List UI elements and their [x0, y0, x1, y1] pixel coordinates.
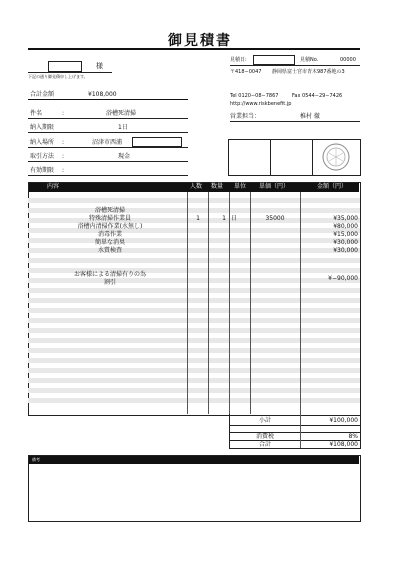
row-stripe: [28, 328, 360, 333]
title-rule: [28, 48, 360, 50]
company-address: 静岡県富士宮市青木987番地の3: [272, 69, 345, 75]
subject-value: 浴槽死清掃: [106, 110, 137, 117]
grand-total-label: 合計: [258, 441, 271, 448]
validity-colon: :: [62, 167, 65, 174]
item-desc: 浴槽死清掃: [94, 207, 125, 214]
row-stripe: [28, 338, 360, 343]
item-desc: 浴槽内清掃作業(水無し): [77, 223, 143, 230]
col-header-amount: 金額（円）: [317, 183, 348, 190]
item-amount: ¥80,000: [333, 223, 358, 230]
totals-divider: [300, 414, 301, 448]
row-stripe: [28, 308, 360, 313]
estimate-no-value: 00000: [340, 57, 356, 63]
col-header-unit: 単位: [234, 183, 247, 190]
row-stripe: [28, 368, 360, 373]
item-desc: 特殊清掃作業員: [88, 215, 131, 222]
item-amount: ¥30,000: [333, 247, 358, 254]
place-label: 納入場所: [30, 139, 55, 146]
customer-note: 下記の通り御見積申し上げます。: [28, 74, 88, 79]
rep-label: 営業担当：: [230, 113, 261, 120]
row-stripe: [28, 378, 360, 383]
stamp-box-3: [312, 139, 361, 176]
stamp-box-1: [228, 139, 272, 176]
place-colon: :: [62, 139, 65, 146]
col-header-quantity: 数量: [211, 183, 224, 190]
delivery-value: 1日: [118, 124, 128, 131]
estimate-no-label: 見積No.: [300, 57, 319, 63]
row-stripe: [28, 198, 360, 203]
item-desc: 簡単な消臭: [94, 239, 125, 246]
item-unit: 日: [231, 215, 238, 222]
item-quantity: 1: [222, 215, 226, 222]
item-amount: ¥35,000: [333, 215, 358, 222]
customer-honorific: 様: [96, 62, 103, 70]
tax-label: 消費税: [255, 433, 274, 440]
rep-name: 椎村 徹: [300, 113, 320, 120]
place-rule: [28, 147, 188, 148]
total-amount-value: ¥108,000: [88, 91, 117, 98]
row-stripe: [28, 358, 360, 363]
estimate-rule: [230, 65, 360, 66]
company-tel: Tel 0120−08−7867: [230, 93, 279, 99]
col-divider: [300, 192, 301, 414]
rep-rule: [230, 121, 360, 122]
grand-total-value: ¥108,000: [329, 441, 358, 448]
col-divider: [250, 192, 251, 414]
subject-label: 件名: [30, 110, 43, 117]
item-amount: ¥30,000: [333, 239, 358, 246]
totals-rule: [229, 425, 360, 426]
subject-rule: [28, 118, 188, 119]
col-header-content: 内容: [47, 183, 60, 190]
item-desc: 水質検査: [97, 247, 122, 254]
subtotal-value: ¥100,000: [329, 417, 358, 424]
company-fax: Fax 0544−29−7426: [292, 93, 343, 99]
tax-value: 8%: [348, 433, 358, 440]
item-desc: 消毒作業: [97, 231, 122, 238]
place-detail-field[interactable]: [132, 137, 182, 147]
discount-desc: お客様による清掃有りの為: [73, 271, 146, 278]
company-postal: 〒418−0047: [230, 69, 262, 75]
remarks-label: 備考: [32, 457, 40, 462]
subject-colon: :: [62, 110, 65, 117]
validity-rule: [28, 175, 188, 176]
stamp-box-2: [270, 139, 314, 176]
discount-amount: ¥−90,000: [328, 275, 358, 282]
row-stripe: [28, 288, 360, 293]
row-stripe: [28, 398, 360, 403]
payment-colon: :: [62, 153, 65, 160]
col-divider: [229, 192, 230, 414]
row-stripe: [28, 348, 360, 353]
col-header-unit-price: 単価（円）: [259, 183, 290, 190]
delivery-label: 納入期限: [30, 124, 55, 131]
remarks-header: [29, 456, 359, 464]
payment-rule: [28, 161, 188, 162]
row-stripe: [28, 258, 360, 263]
col-divider: [187, 192, 188, 414]
customer-rule: [28, 72, 112, 73]
table-header: [29, 183, 359, 192]
row-stripe: [28, 298, 360, 303]
customer-name-field[interactable]: [48, 61, 82, 72]
estimate-date-field[interactable]: [253, 55, 295, 65]
company-url[interactable]: http://www.riskbenefit.jp: [230, 101, 292, 107]
payment-label: 取引方法: [30, 153, 55, 160]
row-stripe: [28, 388, 360, 393]
validity-label: 有効期限: [30, 167, 55, 174]
item-amount: ¥15,000: [333, 231, 358, 238]
delivery-rule: [28, 132, 188, 133]
page-title: 御見積書: [168, 33, 232, 49]
discount-desc: 割引: [103, 279, 116, 286]
subtotal-label: 小計: [258, 417, 271, 424]
estimate-date-label: 見積日:: [230, 57, 247, 63]
payment-value: 現金: [118, 153, 131, 160]
place-value: 沼津市西浦: [92, 139, 123, 146]
item-unit-price: 35000: [265, 215, 285, 222]
remarks-box[interactable]: [28, 455, 361, 522]
total-amount-label: 合計金額: [30, 91, 55, 98]
item-persons: 1: [196, 215, 200, 222]
row-stripe: [28, 318, 360, 323]
company-seal-icon: [313, 140, 360, 175]
col-divider: [208, 192, 209, 414]
col-header-persons: 人数: [190, 183, 203, 190]
total-rule: [28, 99, 188, 100]
